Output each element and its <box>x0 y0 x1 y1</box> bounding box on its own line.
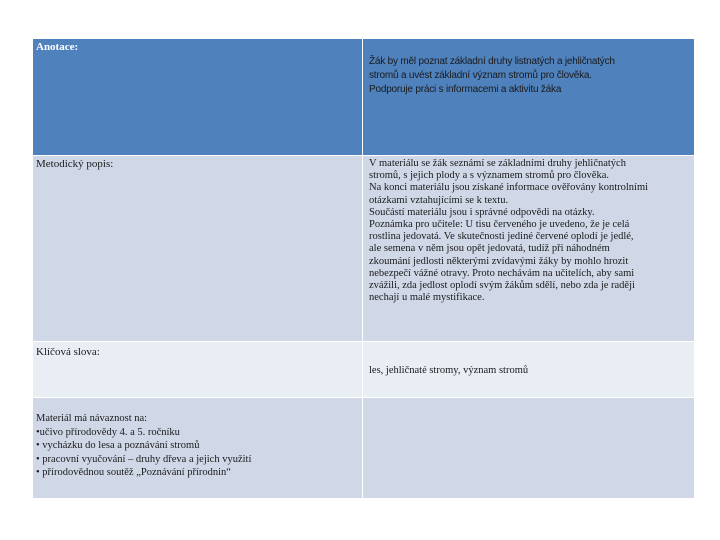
klicova-slova-row <box>33 342 695 398</box>
metodicky-popis-label-cell <box>33 156 363 342</box>
navaznost-list-item: • pracovní vyučování – druhy dřeva a jejich využití <box>36 453 252 465</box>
anotace-label-cell <box>33 39 363 156</box>
anotace-value-cell <box>363 39 695 156</box>
navaznost-intro: Materiál má návaznost na: <box>36 413 148 424</box>
anotace-line: Podporuje práci s informacemi a aktivitu žáka <box>369 84 562 95</box>
metodicky-popis-line: nechají u malé mystifikace. <box>369 292 485 304</box>
metodicky-popis-line: ale semena v něm jsou opět jedovatá, tudíž při náhodném <box>369 243 610 255</box>
metodicky-popis-line: rostlina jedovatá. Ve skutečnosti jediné červené oplodí je jedlé, <box>369 231 634 243</box>
klicova-slova-label-cell <box>33 342 363 398</box>
navaznost-row <box>33 398 695 499</box>
metodicky-popis-label: Metodický popis: <box>36 158 114 170</box>
klicova-slova-value-cell <box>363 342 695 398</box>
navaznost-text <box>33 398 362 480</box>
metodicky-popis-line: zvážili, zda jedlost oplodí svým žákům sdělí, nebo zda je raději <box>369 280 635 292</box>
metodicky-popis-line: Poznámka pro učitele: U tisu červeného je uvedeno, že je celá <box>369 219 630 231</box>
metodicky-popis-line: zkoumání jedlosti některými zvídavými žáky by mohlo hrozit <box>369 255 629 267</box>
metodicky-popis-line: stromů, s jejich plody a s významem stromů pro člověka. <box>369 170 609 182</box>
metodicky-popis-row <box>33 156 695 342</box>
metodicky-popis-line: Součástí materiálu jsou i správné odpovědi na otázky. <box>369 206 595 218</box>
metodicky-popis-line: nebezpečí vážné otravy. Proto nechávám na učitelích, aby sami <box>369 267 635 279</box>
metodicky-popis-text <box>363 156 694 304</box>
navaznost-list-item: • přírodovědnou soutěž „Poznávání přírodnin“ <box>36 467 231 478</box>
navaznost-cell <box>33 398 363 499</box>
anotace-row <box>33 39 695 156</box>
metodicky-popis-line: V materiálu se žák seznámí se základními druhy jehličnatých <box>369 158 626 169</box>
klicova-slova-text: les, jehličnaté stromy, význam stromů <box>369 365 529 376</box>
metadata-table <box>32 38 695 499</box>
navaznost-list-item: •učivo přírodovědy 4. a 5. ročníku <box>36 426 180 438</box>
anotace-text <box>363 39 694 97</box>
navaznost-list-item: • vycházku do lesa a poznávání stromů <box>36 440 200 451</box>
navaznost-empty-cell <box>363 398 695 499</box>
metodicky-popis-line: Na konci materiálu jsou získané informace ověřovány kontrolními <box>369 182 649 194</box>
metodicky-popis-line: otázkami vztahujícími se k textu. <box>369 194 509 206</box>
anotace-line: stromů a uvést základní význam stromů pro člověka. <box>369 70 592 81</box>
klicova-slova-label: Klíčová slova: <box>36 346 100 358</box>
metodicky-popis-value-cell <box>363 156 695 342</box>
anotace-label: Anotace: <box>36 41 79 53</box>
anotace-line: Žák by měl poznat základní druhy listnatých a jehličnatých <box>369 56 615 67</box>
